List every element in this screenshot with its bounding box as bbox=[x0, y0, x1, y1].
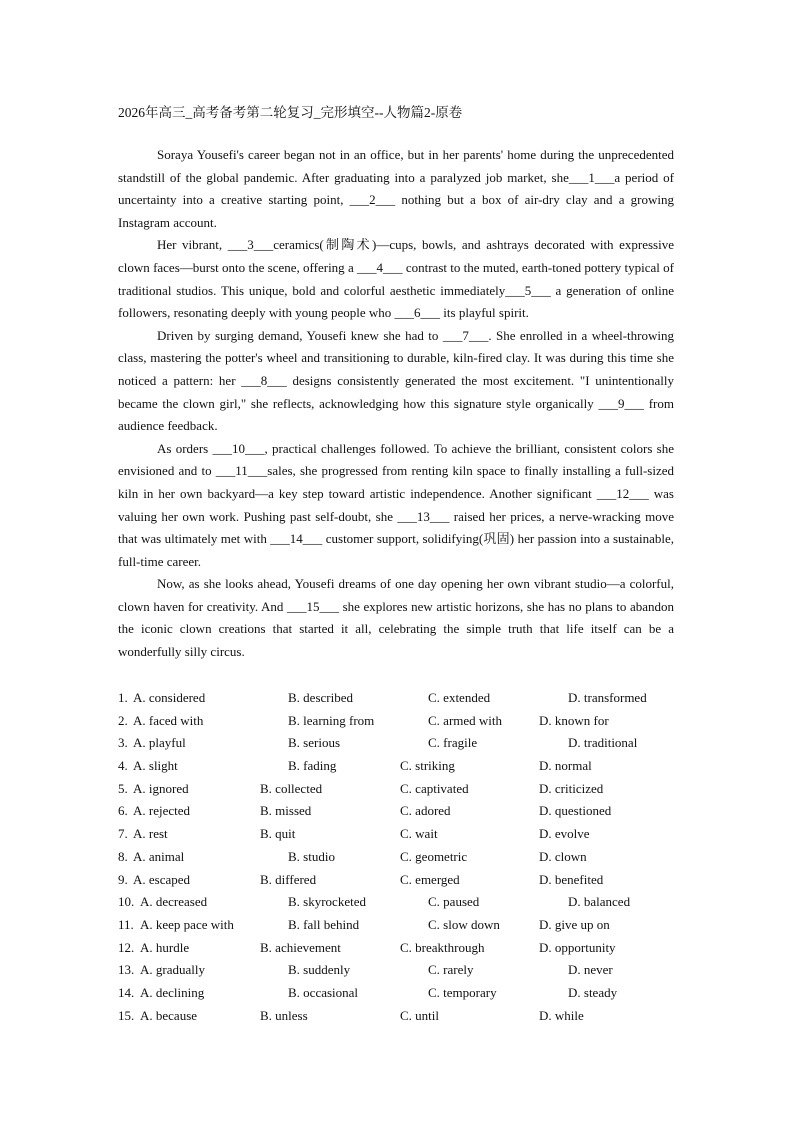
option-b: B. collected bbox=[260, 780, 323, 796]
option-b: B. fall behind bbox=[288, 916, 360, 932]
option-d: D. normal bbox=[539, 758, 592, 774]
question-number: 4. bbox=[118, 758, 128, 774]
option-row bbox=[118, 914, 678, 937]
option-a: A. decreased bbox=[140, 894, 208, 910]
option-d: D. transformed bbox=[568, 690, 647, 705]
option-b: B. skyrocketed bbox=[288, 894, 366, 910]
option-row bbox=[118, 891, 678, 914]
question-number: 8. bbox=[118, 848, 128, 864]
option-c: C. striking bbox=[400, 758, 455, 774]
option-c: C. rarely bbox=[428, 962, 474, 978]
option-c: C. armed with bbox=[428, 712, 503, 728]
option-b: B. described bbox=[288, 690, 353, 705]
option-b: B. achievement bbox=[260, 939, 341, 955]
option-row bbox=[118, 755, 678, 778]
option-c: C. geometric bbox=[400, 848, 468, 864]
option-d: D. opportunity bbox=[539, 939, 616, 955]
question-number: 6. bbox=[118, 803, 128, 819]
question-number: 2. bbox=[118, 712, 128, 728]
option-a: A. faced with bbox=[133, 712, 204, 728]
question-number: 14. bbox=[118, 984, 135, 1000]
option-a: A. declining bbox=[140, 984, 205, 1000]
option-row bbox=[118, 982, 678, 1005]
option-c: C. slow down bbox=[428, 916, 500, 932]
option-a: A. playful bbox=[133, 735, 186, 751]
option-d: D. balanced bbox=[568, 894, 631, 910]
question-number: 15. bbox=[118, 1007, 135, 1023]
option-row bbox=[118, 800, 678, 823]
question-number: 1. bbox=[118, 690, 128, 705]
option-b: B. missed bbox=[260, 803, 312, 819]
option-row bbox=[118, 778, 678, 801]
paragraph-4: As orders ___10___, practical challenges followed. To achieve the brilliant, consistent colors she envisioned and to ___11___sales, she progressed from renting kiln space to finally installing a full-sized kiln in her own backyard—a key step toward artistic independence. Another significant ___12___ was valuing her own work. Pushing past self-doubt, she ___13___ raised her prices, a nerve-wracking move that was ultimately met with ___14___ customer support, solidifying(巩固) her passion into a sustainable, full-time career. bbox=[118, 440, 674, 569]
option-b: B. occasional bbox=[288, 984, 359, 1000]
option-c: C. paused bbox=[428, 894, 480, 910]
option-c: C. extended bbox=[428, 690, 491, 705]
option-row bbox=[118, 823, 678, 846]
option-c: C. wait bbox=[400, 826, 438, 842]
passage bbox=[118, 144, 674, 664]
option-c: C. fragile bbox=[428, 735, 478, 751]
option-a: A. rest bbox=[133, 826, 168, 842]
option-d: D. benefited bbox=[539, 871, 604, 887]
option-a: A. keep pace with bbox=[140, 916, 234, 932]
option-b: B. serious bbox=[288, 735, 340, 751]
question-number: 3. bbox=[118, 735, 128, 751]
question-number: 10. bbox=[118, 894, 135, 910]
option-d: D. never bbox=[568, 962, 613, 978]
document-title: 2026年高三_高考备考第二轮复习_完形填空--人物篇2-原卷 bbox=[118, 105, 463, 120]
option-d: D. clown bbox=[539, 848, 587, 864]
option-d: D. steady bbox=[568, 984, 618, 1000]
option-row bbox=[118, 846, 678, 869]
option-row bbox=[118, 937, 678, 960]
option-row bbox=[118, 732, 678, 755]
option-c: C. captivated bbox=[400, 780, 469, 796]
option-a: A. hurdle bbox=[140, 939, 190, 955]
paragraph-2: Her vibrant, ___3___ceramics(制陶术)—cups, bowls, and ashtrays decorated with expressive clown faces—burst onto the scene, offering a ___4___ contrast to the muted, earth-toned pottery typical of traditional studios. This unique, bold and colorful aesthetic immediately___5___ a generation of online followers, resonating deeply with young people who ___6___ its playful spirit. bbox=[118, 237, 674, 321]
option-b: B. fading bbox=[288, 758, 337, 774]
option-c: C. adored bbox=[400, 803, 451, 819]
paragraph-3: Driven by surging demand, Yousefi knew she had to ___7___. She enrolled in a wheel-throwing class, mastering the potter's wheel and transitioning to durable, kiln-fired clay. It was during this time she noticed a pattern: her ___8___ designs consistently generated the most excitement. "I unintentionally became the clown girl," she reflects, acknowledging how this signature style organically ___9___ from audience feedback. bbox=[118, 327, 674, 434]
option-row bbox=[118, 710, 678, 733]
option-c: C. emerged bbox=[400, 871, 460, 887]
option-a: A. animal bbox=[133, 848, 185, 864]
question-number: 9. bbox=[118, 871, 128, 887]
option-b: B. differed bbox=[260, 871, 317, 887]
option-d: D. give up on bbox=[539, 916, 610, 932]
option-d: D. known for bbox=[539, 712, 609, 728]
question-number: 13. bbox=[118, 962, 135, 978]
option-c: C. until bbox=[400, 1007, 440, 1023]
options-list bbox=[118, 687, 678, 1027]
option-b: B. learning from bbox=[288, 712, 375, 728]
option-b: B. unless bbox=[260, 1007, 308, 1023]
option-d: D. questioned bbox=[539, 803, 612, 819]
option-row bbox=[118, 869, 678, 892]
option-a: A. because bbox=[140, 1007, 198, 1023]
question-number: 7. bbox=[118, 826, 128, 842]
paragraph-1: Soraya Yousefi's career began not in an office, but in her parents' home during the unprecedented standstill of the global pandemic. After graduating into a paralyzed job market, she___1___a period of uncertainty into a creative starting point, ___2___ nothing but a box of air-dry clay and a growing Instagram account. bbox=[118, 147, 674, 230]
option-b: B. quit bbox=[260, 826, 296, 842]
option-a: A. escaped bbox=[133, 871, 191, 887]
option-a: A. ignored bbox=[133, 780, 189, 796]
option-c: C. breakthrough bbox=[400, 939, 485, 955]
option-a: A. slight bbox=[133, 758, 178, 774]
option-a: A. rejected bbox=[133, 803, 191, 819]
option-b: B. studio bbox=[288, 848, 335, 864]
question-number: 12. bbox=[118, 939, 135, 955]
option-b: B. suddenly bbox=[288, 962, 351, 978]
option-d: D. traditional bbox=[568, 735, 638, 751]
paragraph-5: Now, as she looks ahead, Yousefi dreams of one day opening her own vibrant studio—a colorful, clown haven for creativity. And ___15___ she explores new artistic horizons, she has no plans to abandon the iconic clown creations that started it all, celebrating the simple truth that life itself can be a wonderfully silly circus. bbox=[118, 576, 674, 660]
option-a: A. considered bbox=[133, 690, 206, 705]
question-number: 11. bbox=[118, 916, 134, 932]
option-row bbox=[118, 1005, 678, 1028]
option-c: C. temporary bbox=[428, 984, 497, 1000]
question-number: 5. bbox=[118, 780, 128, 796]
option-d: D. criticized bbox=[539, 780, 604, 796]
option-d: D. evolve bbox=[539, 826, 590, 842]
option-d: D. while bbox=[539, 1007, 584, 1023]
option-a: A. gradually bbox=[140, 962, 205, 978]
option-row bbox=[118, 687, 678, 710]
option-row bbox=[118, 959, 678, 982]
